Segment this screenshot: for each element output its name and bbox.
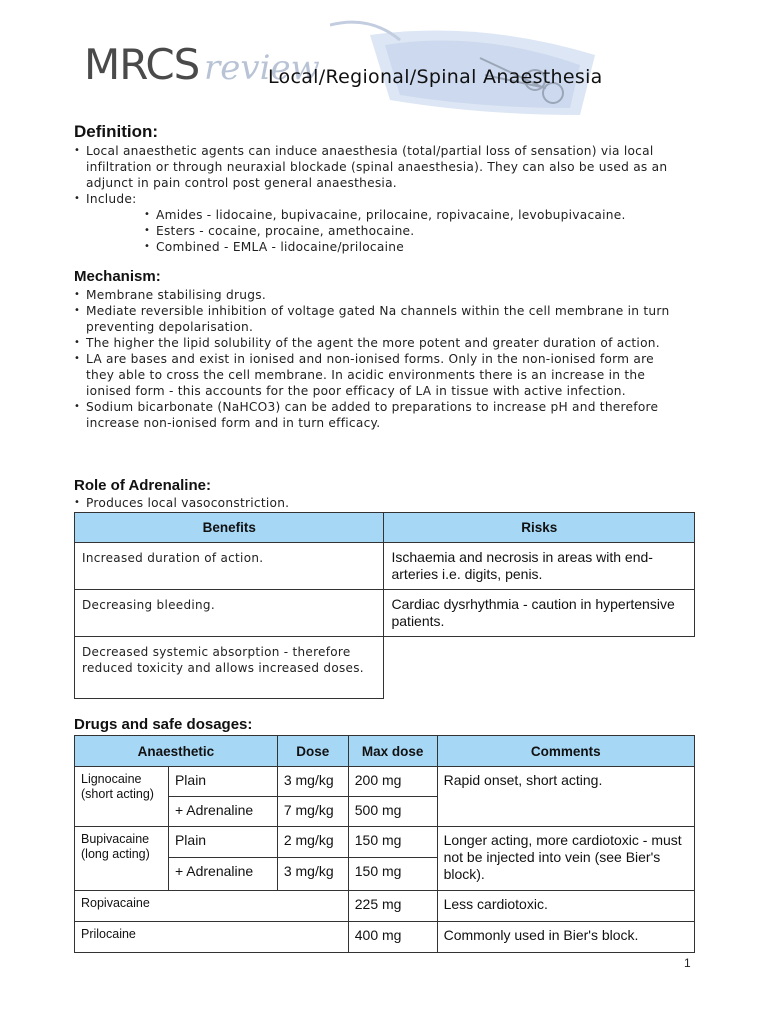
table-cell: Decreased systemic absorption - therefore reduced toxicity and allows increased doses. [75,637,384,699]
page-number: 1 [684,956,691,970]
max-dose: 500 mg [348,797,437,827]
table-cell: Decreasing bleeding. [75,590,384,637]
table-cell: Ischaemia and necrosis in areas with end-arteries i.e. digits, penis. [384,543,695,590]
column-header-max-dose: Max dose [348,736,437,767]
table-row [75,590,695,637]
drug-name: Ropivacaine [75,891,349,922]
table-row [75,637,695,699]
table-header-row [75,513,695,543]
list-item: • Sodium bicarbonate (NaHCO3) can be added to preparations to increase pH and therefore increase non-ionised form and in turn efficacy. [74,399,684,431]
empty-cell [384,637,695,699]
table-row [75,827,695,858]
table-cell: Cardiac dysrhythmia - caution in hypertensive patients. [384,590,695,637]
preparation: Plain [168,827,277,858]
comment: Longer acting, more cardiotoxic - must not be injected into vein (see Bier's block). [437,827,694,891]
comment: Less cardiotoxic. [437,891,694,922]
max-dose: 400 mg [348,922,437,953]
comment: Rapid onset, short acting. [437,767,694,827]
drug-name: Prilocaine [75,922,349,953]
dose: 3 mg/kg [277,858,348,891]
definition-section [74,143,684,255]
adrenaline-table [74,512,695,699]
preparation: + Adrenaline [168,858,277,891]
list-item: • Esters - cocaine, procaine, amethocaine. [144,224,415,238]
list-item: • The higher the lipid solubility of the agent the more potent and greater duration of action. [74,335,684,351]
drug-name: Bupivacaine (long acting) [75,827,169,891]
drugs-heading: Drugs and safe dosages: [74,716,253,733]
max-dose: 150 mg [348,858,437,891]
dose: 2 mg/kg [277,827,348,858]
logo-script: review [204,48,320,88]
drugs-table [74,735,695,953]
column-header-comments: Comments [437,736,694,767]
list-item: • Amides - lidocaine, bupivacaine, prilocaine, ropivacaine, levobupivacaine. [144,208,626,222]
comment: Commonly used in Bier's block. [437,922,694,953]
list-item: • Membrane stabilising drugs. [74,287,684,303]
list-item: • Produces local vasoconstriction. [74,495,684,511]
preparation: + Adrenaline [168,797,277,827]
column-header-risks: Risks [384,513,695,543]
dose: 3 mg/kg [277,767,348,797]
table-row [75,767,695,797]
preparation: Plain [168,767,277,797]
list-item: • Local anaesthetic agents can induce anaesthesia (total/partial loss of sensation) via local infiltration or through neuraxial blockade (spinal anaesthesia). They can also be used as an adjunct in pain control post general anaesthesia. [74,143,684,191]
logo-wordmark: MRCS [84,40,200,89]
max-dose: 225 mg [348,891,437,922]
table-row [75,922,695,953]
list-item: • Mediate reversible inhibition of voltage gated Na channels within the cell membrane in turn preventing depolarisation. [74,303,684,335]
drug-name: Lignocaine (short acting) [75,767,169,827]
definition-heading: Definition: [74,122,159,141]
mechanism-heading: Mechanism: [74,268,161,285]
adrenaline-bullet [74,495,684,511]
table-row [75,891,695,922]
adrenaline-heading: Role of Adrenaline: [74,477,211,494]
table-cell: Increased duration of action. [75,543,384,590]
mechanism-section [74,287,684,431]
column-header-dose: Dose [277,736,348,767]
column-header-benefits: Benefits [75,513,384,543]
list-item: • Combined - EMLA - lidocaine/prilocaine [144,240,404,254]
list-item: • LA are bases and exist in ionised and non-ionised forms. Only in the non-ionised form are they able to cross the cell membrane. In acidic environments there is an increase in the ionised form - this accounts for the poor efficacy of LA in tissue with active infection. [74,351,684,399]
column-header-anaesthetic: Anaesthetic [75,736,278,767]
table-row [75,543,695,590]
table-header-row [75,736,695,767]
list-item: • Include: [74,191,684,207]
max-dose: 200 mg [348,767,437,797]
document-title: Local/Regional/Spinal Anaesthesia [268,66,603,88]
max-dose: 150 mg [348,827,437,858]
dose: 7 mg/kg [277,797,348,827]
